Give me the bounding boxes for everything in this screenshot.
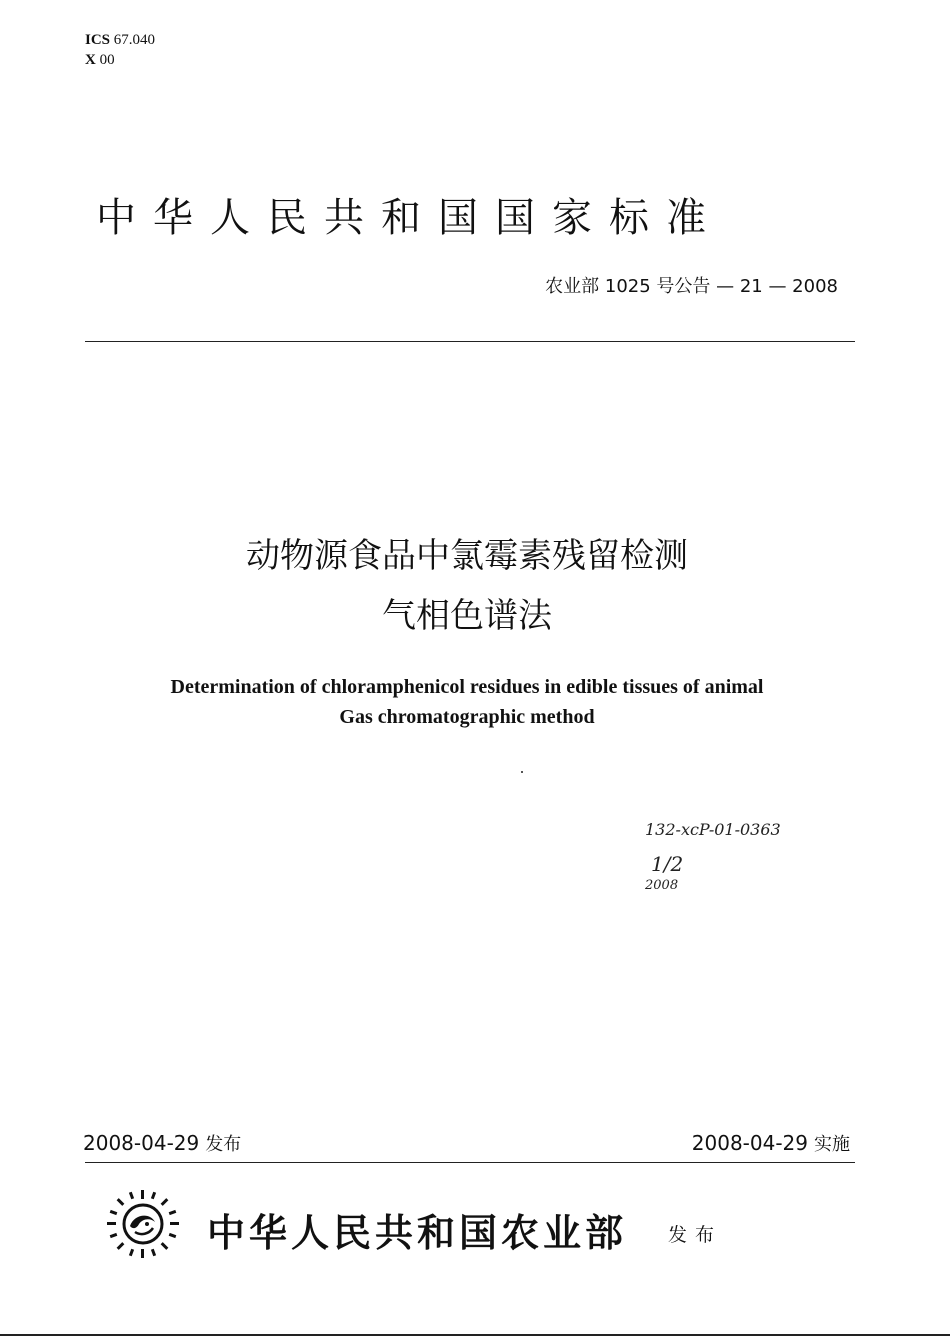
publish-date: 2008-04-29 <box>83 1131 200 1155</box>
effective-date-line <box>692 1130 850 1156</box>
standard-number: 农业部 1025 号公告 — 21 — 2008 <box>545 276 838 297</box>
scan-speck <box>521 771 523 773</box>
handwritten-fraction: 1/2 <box>651 852 684 876</box>
publish-label: 发布 <box>205 1134 242 1155</box>
classification-label: X <box>85 52 96 68</box>
footer-divider <box>85 1162 855 1163</box>
chinese-title-line-2: 气相色谱法 <box>382 596 552 636</box>
issue-label: 发布 <box>668 1224 723 1246</box>
classification-line <box>85 50 155 70</box>
national-standard-heading: 中华人民共和国国家标准 <box>96 195 723 241</box>
scan-edge-line <box>0 1334 950 1336</box>
header-divider <box>85 341 855 342</box>
handwritten-annotation <box>645 820 781 893</box>
ics-block <box>85 30 155 70</box>
ics-label: ICS <box>85 32 111 48</box>
publish-date-line <box>83 1130 241 1156</box>
ministry-emblem-icon <box>105 1188 181 1260</box>
ics-code: 67.040 <box>113 32 156 48</box>
issuing-ministry: 中华人民共和国农业部 <box>207 1210 628 1255</box>
english-title-line-1: Determination of chloramphenicol residues in edible tissues of animal <box>170 676 764 698</box>
handwritten-year: 2008 <box>645 878 679 893</box>
english-title-line-2: Gas chromatographic method <box>339 706 595 728</box>
chinese-title-line-1: 动物源食品中氯霉素残留检测 <box>246 536 688 576</box>
classification-code: 00 <box>99 52 115 68</box>
effective-date: 2008-04-29 <box>691 1131 808 1155</box>
handwritten-code: 132-xcP-01-0363 <box>645 820 781 839</box>
ics-line <box>85 30 155 50</box>
effective-label: 实施 <box>814 1134 850 1155</box>
